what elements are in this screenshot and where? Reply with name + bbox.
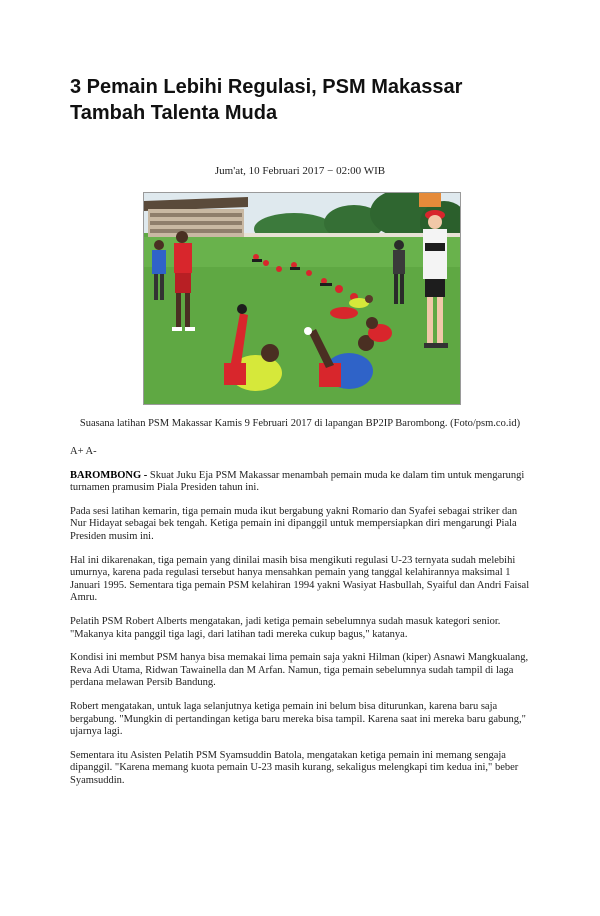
paragraph: Pada sesi latihan kemarin, tiga pemain muda ikut bergabung yakni Romario dan Syafei sebagai striker dan Nur Hidayat sebagai bek tengah. Ketiga pemain ini dipanggil untuk mempersiapkan diri mengarungi Piala Presiden musim ini.	[70, 505, 518, 542]
font-size-controls[interactable]: A+ A-	[70, 446, 97, 457]
paragraph: Hal ini dikarenakan, tiga pemain yang dinilai masih bisa mengikuti regulasi U-23 ternyata sudah melebihi umurnya, karena pada regulasi tersebut hanya mensahkan pemain yang tanggal kelahirannya maksimal 1 Januari 1995. Sementara tiga pemain PSM kelahiran 1994 yakni Wasiyat Hasbullah, Syaiful dan Andri Faisal Amru.	[70, 554, 530, 604]
dateline-city: BAROMBONG -	[70, 469, 148, 481]
article-body	[70, 446, 535, 798]
training-photo-illustration	[144, 193, 460, 404]
training-photo	[143, 192, 461, 405]
paragraph: Sementara itu Asisten Pelatih PSM Syamsuddin Batola, mengatakan ketiga pemain ini memang sengaja dipanggil. "Karena memang kuota pemain U-23 masih kurang, sekaligus melengkapi tim kedua ini," beber Syamsuddin.	[70, 749, 519, 786]
photo-caption: Suasana latihan PSM Makassar Kamis 9 Februari 2017 di lapangan BP2IP Barombong. (Foto/psm.co.id)	[79, 418, 521, 429]
paragraph: Robert mengatakan, untuk laga selanjutnya ketiga pemain ini belum bisa diturunkan, karena baru saja bergabung. "Mungkin di pertandingan ketiga baru mereka bisa tampil. Karena saat ini mereka baru gabung," ujarnya lagi.	[70, 700, 526, 738]
lead-text: Skuat Juku Eja PSM Makassar menambah pemain muda ke dalam tim untuk mengarungi turnamen pramusim Piala Presiden tahun ini.	[70, 469, 525, 494]
article-dateline: Jum'at, 10 Februari 2017 − 02:00 WIB	[214, 165, 386, 177]
article-title: 3 Pemain Lebihi Regulasi, PSM Makassar Tambah Talenta Muda	[70, 76, 463, 124]
paragraph: Pelatih PSM Robert Alberts mengatakan, jadi ketiga pemain sebelumnya sudah masuk kategori senior. "Makanya kita panggil tiga lagi, dari latihan tadi mereka cukup bagus," katanya.	[70, 615, 501, 640]
lead-paragraph	[70, 470, 535, 495]
paragraph: Kondisi ini membut PSM hanya bisa memakai lima pemain saja yakni Hilman (kiper) Asnawi Mangkualang, Reva Adi Utama, Ridwan Tawainella dan M Arfan. Namun, tiga pemain sebelumnya sudah tampil di laga perdana melawan Persib Bandung.	[70, 652, 529, 689]
